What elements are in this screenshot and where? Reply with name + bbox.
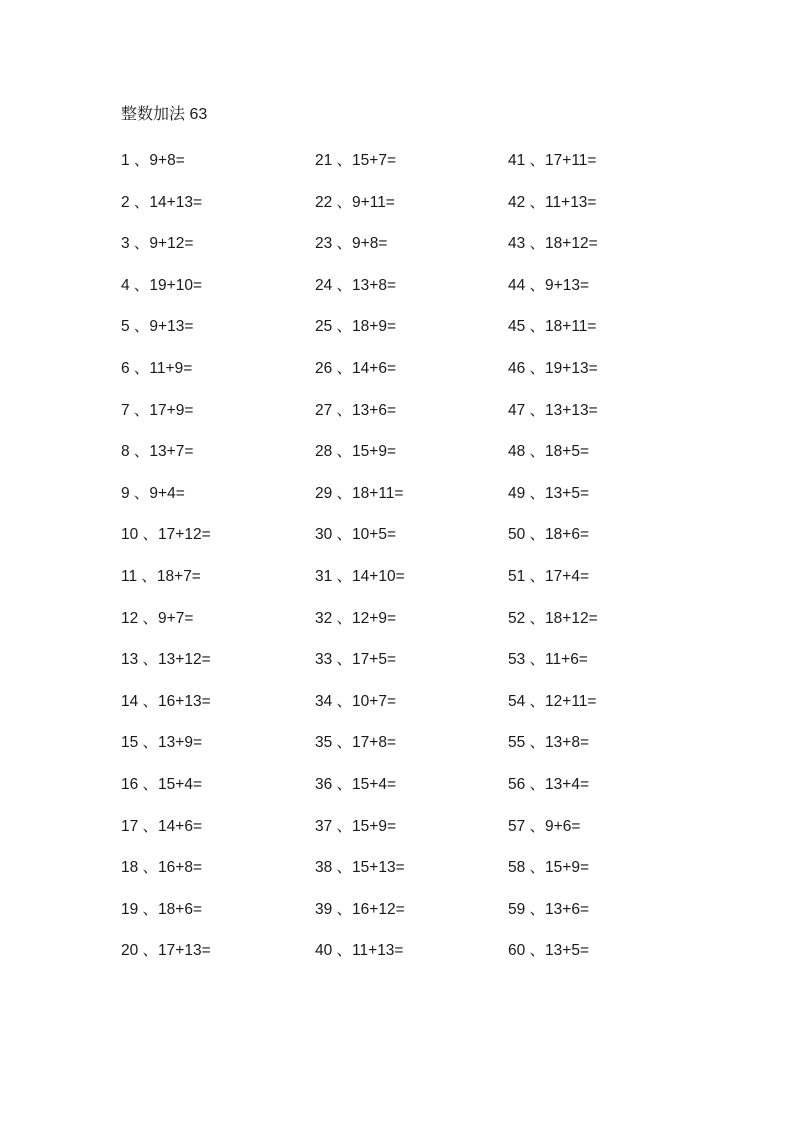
problem-item: 19 、18+6= bbox=[121, 900, 203, 918]
problem-item: 30 、10+5= bbox=[315, 526, 397, 544]
problem-item: 47 、13+13= bbox=[508, 401, 598, 419]
problem-item: 1 、9+8= bbox=[121, 152, 185, 169]
problem-item: 35 、17+8= bbox=[315, 734, 397, 752]
problem-item: 6 、11+9= bbox=[121, 359, 193, 377]
problem-item: 44 、9+13= bbox=[508, 276, 590, 294]
problem-item: 27 、13+6= bbox=[315, 401, 397, 419]
problem-item: 57 、9+6= bbox=[508, 817, 581, 835]
problem-item: 58 、15+9= bbox=[508, 859, 590, 877]
problem-item: 16 、15+4= bbox=[121, 775, 203, 793]
problem-column-1 bbox=[121, 150, 311, 982]
problem-item: 56 、13+4= bbox=[508, 775, 590, 793]
problem-item: 51 、17+4= bbox=[508, 567, 590, 585]
problem-item: 4 、19+10= bbox=[121, 276, 203, 294]
problem-column-3 bbox=[508, 150, 698, 982]
problem-item: 24 、13+8= bbox=[315, 276, 397, 294]
problem-item: 45 、18+11= bbox=[508, 318, 597, 336]
problem-item: 36 、15+4= bbox=[315, 775, 397, 793]
problem-item: 15 、13+9= bbox=[121, 734, 203, 752]
problem-item: 52 、18+12= bbox=[508, 609, 598, 627]
problem-item: 38 、15+13= bbox=[315, 859, 405, 877]
problem-item: 7 、17+9= bbox=[121, 401, 194, 419]
problem-item: 54 、12+11= bbox=[508, 692, 597, 710]
problem-item: 28 、15+9= bbox=[315, 443, 397, 461]
problem-item: 13 、13+12= bbox=[121, 651, 211, 669]
problem-item: 2 、14+13= bbox=[121, 193, 203, 211]
problem-item: 46 、19+13= bbox=[508, 359, 598, 377]
problem-item: 21 、15+7= bbox=[315, 152, 397, 169]
problem-item: 5 、9+13= bbox=[121, 318, 194, 336]
problem-item: 59 、13+6= bbox=[508, 900, 590, 918]
problem-item: 31 、14+10= bbox=[315, 567, 405, 585]
problem-item: 9 、9+4= bbox=[121, 484, 185, 502]
problem-item: 55 、13+8= bbox=[508, 734, 590, 752]
problem-item: 42 、11+13= bbox=[508, 193, 597, 211]
problem-item: 8 、13+7= bbox=[121, 443, 194, 461]
problem-item: 37 、15+9= bbox=[315, 817, 397, 835]
problem-item: 60 、13+5= bbox=[508, 942, 590, 960]
problem-item: 11 、18+7= bbox=[121, 567, 201, 585]
problem-item: 43 、18+12= bbox=[508, 235, 598, 253]
problem-item: 49 、13+5= bbox=[508, 484, 590, 502]
problem-item: 29 、18+11= bbox=[315, 484, 404, 502]
problem-item: 32 、12+9= bbox=[315, 609, 397, 627]
problem-item: 10 、17+12= bbox=[121, 526, 211, 544]
problem-item: 23 、9+8= bbox=[315, 235, 388, 253]
problem-item: 22 、9+11= bbox=[315, 193, 395, 211]
worksheet-title: 整数加法 63 bbox=[121, 106, 208, 123]
problem-item: 50 、18+6= bbox=[508, 526, 590, 544]
problem-item: 40 、11+13= bbox=[315, 942, 404, 960]
problem-item: 3 、9+12= bbox=[121, 235, 194, 253]
problem-item: 18 、16+8= bbox=[121, 859, 203, 877]
problem-item: 53 、11+6= bbox=[508, 651, 588, 669]
problem-item: 25 、18+9= bbox=[315, 318, 397, 336]
problem-item: 48 、18+5= bbox=[508, 443, 590, 461]
problem-item: 34 、10+7= bbox=[315, 692, 397, 710]
problem-item: 17 、14+6= bbox=[121, 817, 203, 835]
problem-column-2 bbox=[315, 150, 505, 982]
problem-item: 26 、14+6= bbox=[315, 359, 397, 377]
problem-item: 20 、17+13= bbox=[121, 942, 211, 960]
problem-item: 39 、16+12= bbox=[315, 900, 405, 918]
problem-item: 33 、17+5= bbox=[315, 651, 397, 669]
problem-item: 12 、9+7= bbox=[121, 609, 194, 627]
problem-item: 41 、17+11= bbox=[508, 152, 597, 169]
problem-item: 14 、16+13= bbox=[121, 692, 211, 710]
